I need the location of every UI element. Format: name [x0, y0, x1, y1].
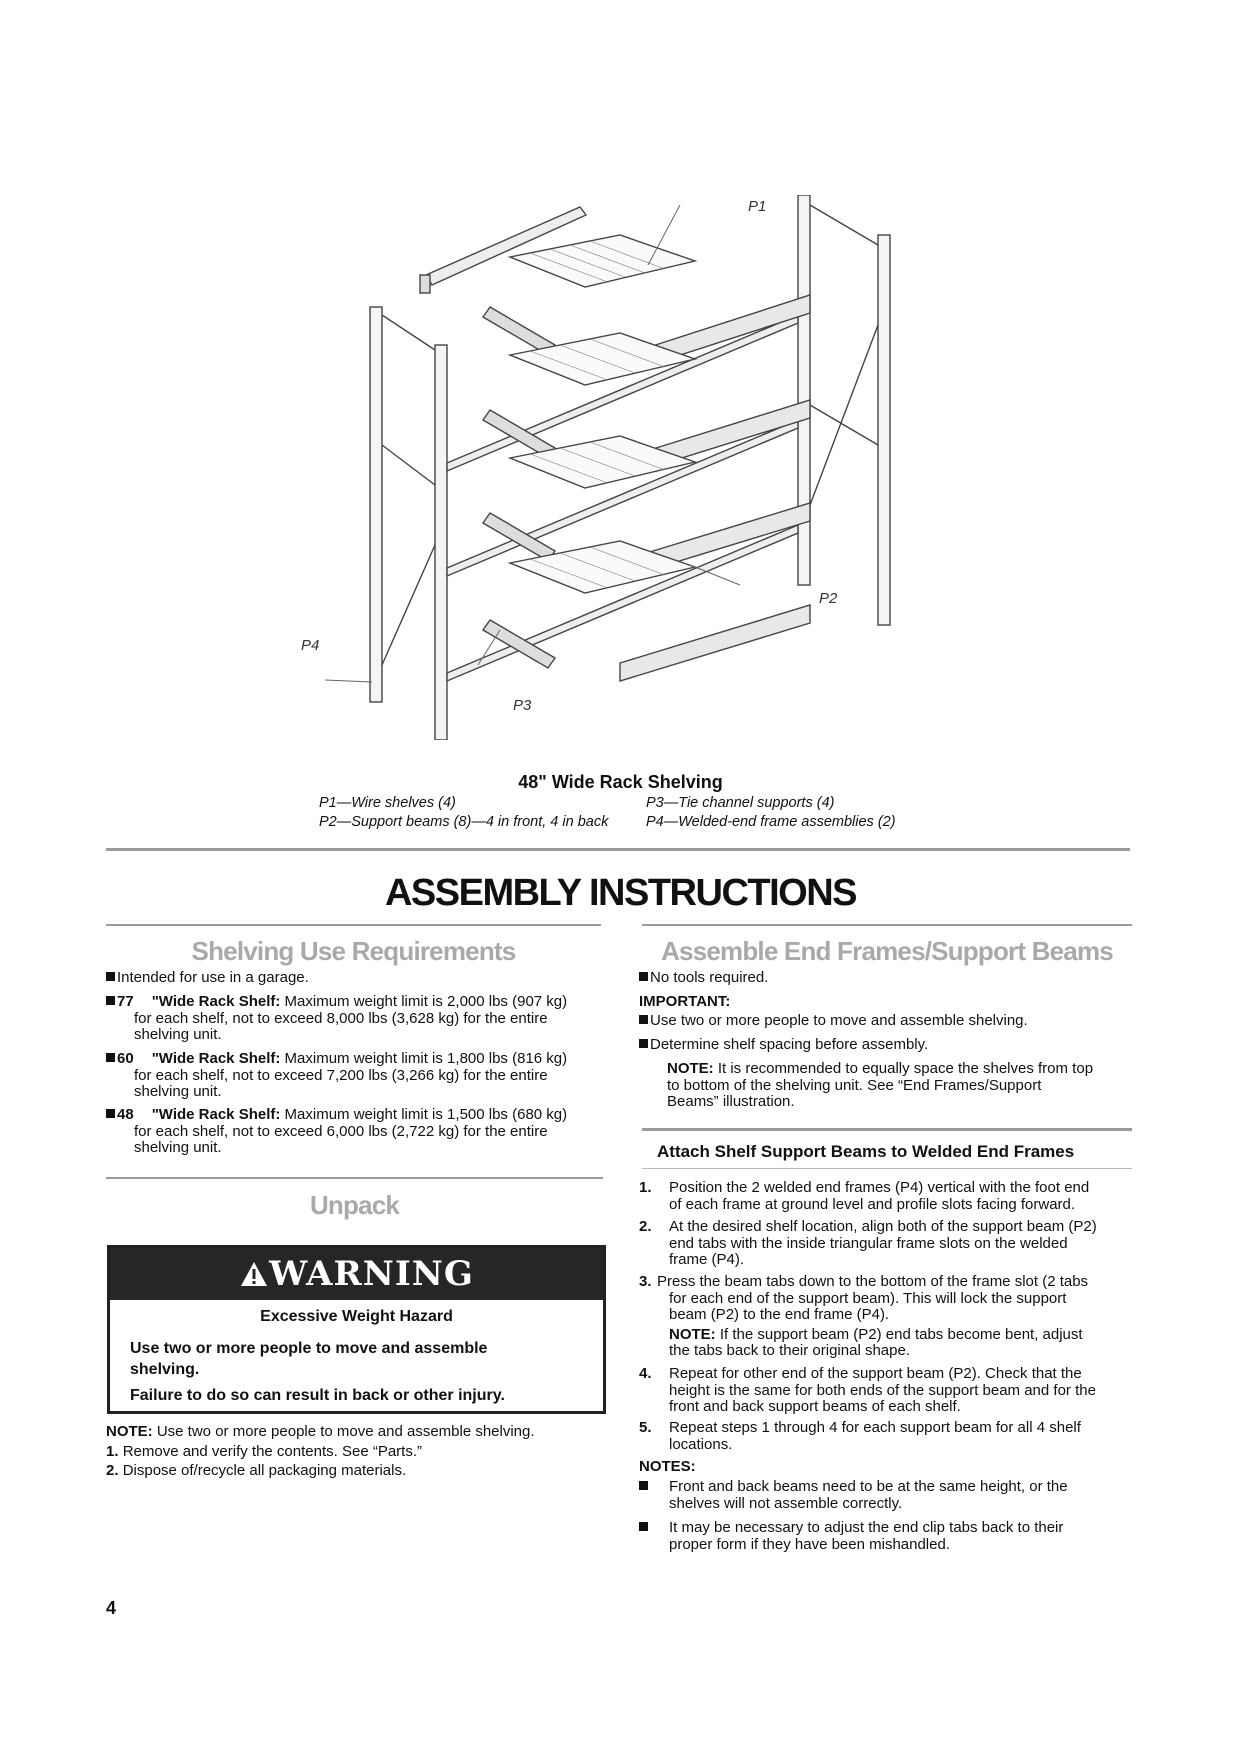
subsection-divider-bottom: [642, 1168, 1132, 1169]
assembly-step-2: 2. At the desired shelf location, align both of the support beam (P2) end tabs with the inside triangular frame slots on the welded frame (P4).: [639, 1218, 1097, 1268]
legend-left: [319, 794, 608, 832]
warning-line-2: Failure to do so can result in back or other injury.: [130, 1387, 505, 1404]
warning-triangle-icon: [239, 1260, 269, 1288]
shelving-item-77: 77 "Wide Rack Shelf: Maximum weight limit is 2,000 lbs (907 kg) for each shelf, not to exceed 8,000 lbs (3,628 kg) for the entire shelving unit.: [106, 994, 606, 1044]
top-divider: [106, 848, 1130, 851]
important-label: IMPORTANT:: [639, 993, 731, 1010]
bullet-square: [106, 972, 115, 981]
callout-p4: P4: [301, 637, 320, 654]
attach-beams-heading: Attach Shelf Support Beams to Welded End Frames: [657, 1142, 1075, 1161]
no-tools-item: No tools required.: [639, 970, 768, 987]
spacing-note: NOTE: It is recommended to equally space the shelves from top to bottom of the shelving unit. See “End Frames/Support Beams” illustration.: [667, 1060, 1094, 1110]
page-title: ASSEMBLY INSTRUCTIONS: [384, 872, 857, 914]
callout-p1: P1: [748, 198, 767, 215]
notes-label: NOTES:: [639, 1458, 696, 1475]
assembly-step-1: 1. Position the 2 welded end frames (P4) vertical with the foot end of each frame at ground level and profile slots facing forward.: [639, 1179, 1090, 1213]
unpack-heading: Unpack: [309, 1190, 400, 1220]
legend-right: [646, 794, 896, 832]
unpack-step-2: 2. Dispose of/recycle all packaging materials.: [106, 1462, 407, 1479]
warning-line-1a: Use two or more people to move and assemble: [130, 1340, 488, 1357]
subsection-divider-top: [642, 1128, 1132, 1131]
shelving-exploded-diagram: [290, 195, 930, 740]
note-item-2: It may be necessary to adjust the end clip tabs back to their proper form if they have been mishandled.: [639, 1520, 1134, 1556]
legend-p2: P2—Support beams (8)—4 in front, 4 in back: [319, 814, 609, 830]
unpack-note: NOTE: Use two or more people to move and assemble shelving.: [106, 1423, 535, 1440]
important-item-2: Determine shelf spacing before assembly.: [639, 1037, 928, 1054]
unpack-step-1: 1. Remove and verify the contents. See “Parts.”: [106, 1443, 422, 1460]
right-divider: [642, 924, 1132, 926]
warning-title: WARNING: [269, 1254, 474, 1294]
warning-box: [107, 1245, 606, 1414]
assembly-step-3: 3. Press the beam tabs down to the bottom of the frame slot (2 tabs for each end of the support beam). This will lock the support beam (P2) to the end frame (P4). NOTE: If the support beam (P2) end tabs become bent, adjust the tabs back to their original shape.: [639, 1273, 1089, 1359]
left-divider: [106, 924, 601, 926]
warning-line-1b: shelving.: [130, 1361, 200, 1378]
shelving-item-60: 60 "Wide Rack Shelf: Maximum weight limit is 1,800 lbs (816 kg) for each shelf, not to exceed 7,200 lbs (3,266 kg) for the entire shelving unit.: [106, 1051, 606, 1101]
unpack-divider: [106, 1177, 603, 1179]
legend-p4: P4—Welded-end frame assemblies (2): [646, 814, 896, 830]
legend-p3: P3—Tie channel supports (4): [646, 795, 835, 811]
legend-p1: P1—Wire shelves (4): [319, 795, 456, 811]
assembly-step-4: 4. Repeat for other end of the support beam (P2). Check that the height is the same for both ends of the support beam and for the front and back support beams of each shelf.: [639, 1365, 1096, 1415]
shelving-use-heading: Shelving Use Requirements: [191, 936, 516, 966]
callout-p2: P2: [819, 590, 838, 607]
assembly-step-5: 5. Repeat steps 1 through 4 for each support beam for all 4 shelf locations.: [639, 1419, 1081, 1453]
warning-hazard: Excessive Weight Hazard: [260, 1308, 453, 1325]
shelving-item-48: 48 "Wide Rack Shelf: Maximum weight limit is 1,500 lbs (680 kg) for each shelf, not to exceed 6,000 lbs (2,722 kg) for the entire shelving unit.: [106, 1107, 606, 1157]
page-number: 4: [106, 1598, 117, 1618]
assemble-heading: Assemble End Frames/Support Beams: [661, 936, 1113, 966]
callout-p3: P3: [513, 697, 532, 714]
note-item-1: Front and back beams need to be at the same height, or the shelves will not assemble correctly.: [639, 1479, 1134, 1515]
figure-title: 48" Wide Rack Shelving: [518, 772, 723, 792]
warning-banner: [110, 1248, 603, 1300]
important-item-1: Use two or more people to move and assemble shelving.: [639, 1013, 1028, 1030]
shelving-item-garage: Intended for use in a garage.: [106, 970, 309, 987]
